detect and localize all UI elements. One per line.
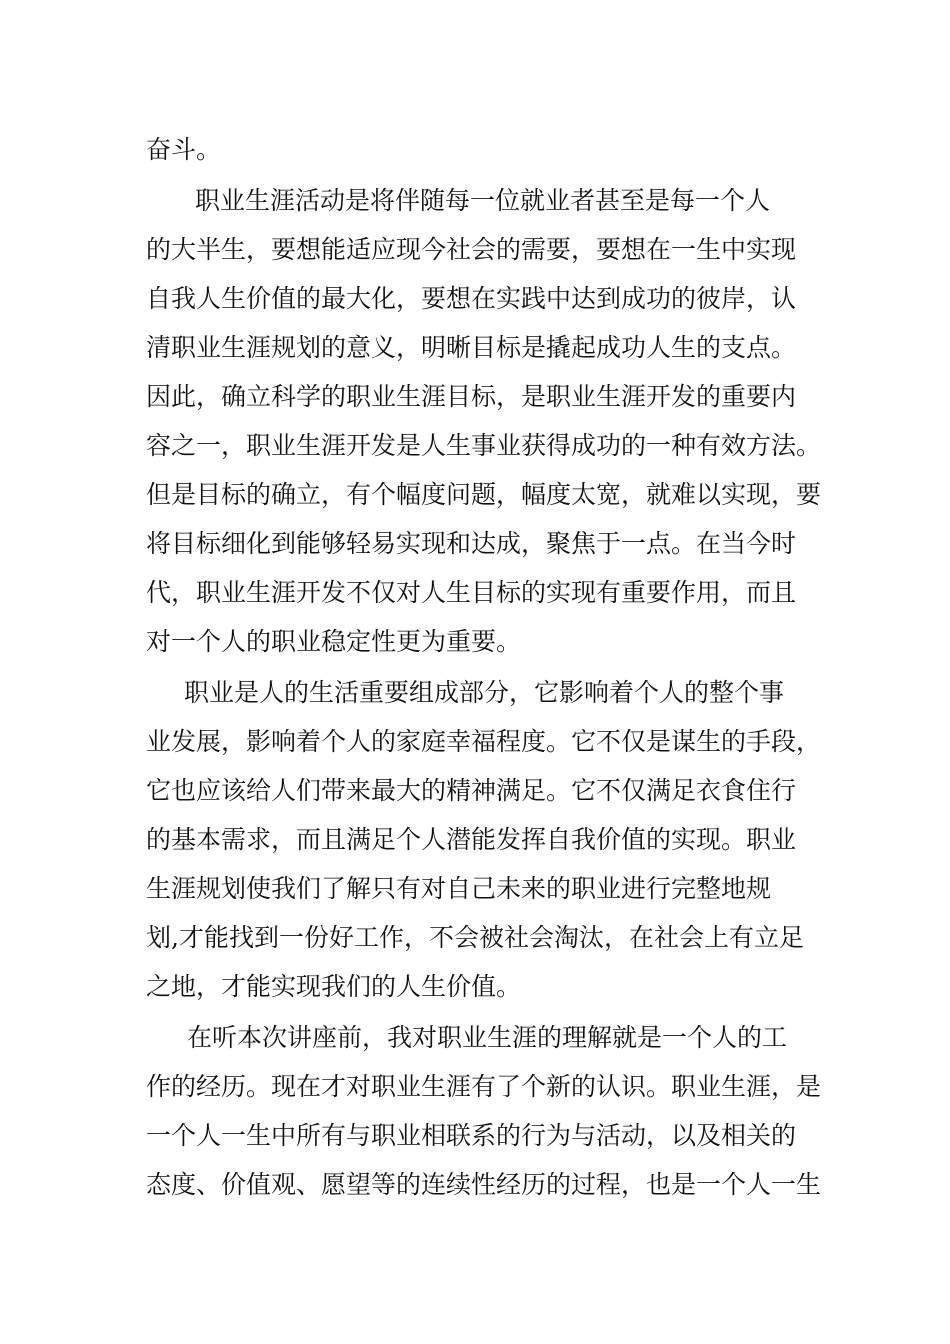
text-line: 职业是人的生活重要组成部分，它影响着个人的整个事	[184, 678, 785, 707]
text-line: 态度、价值观、愿望等的连续性经历的过程，也是一个人一生	[146, 1170, 822, 1199]
text-line: 代，职业生涯开发不仅对人生目标的实现有重要作用，而且	[146, 578, 797, 607]
text-line: 但是目标的确立，有个幅度问题，幅度太宽，就难以实现，要	[146, 480, 822, 509]
text-line: 职业生涯活动是将伴随每一位就业者甚至是每一个人	[170, 186, 771, 215]
text-line: 自我人生价值的最大化，要想在实践中达到成功的彼岸，认	[146, 284, 797, 313]
text-line: 作的经历。现在才对职业生涯有了个新的认识。职业生涯，是	[146, 1072, 822, 1101]
text-line: 之地，才能实现我们的人生价值。	[146, 972, 522, 1001]
text-line: 的大半生，要想能适应现今社会的需要，要想在一生中实现	[146, 235, 797, 264]
text-line: 生涯规划使我们了解只有对自己未来的职业进行完整地规	[146, 874, 772, 903]
text-line: 在听本次讲座前，我对职业生涯的理解就是一个人的工	[187, 1023, 788, 1052]
text-line: 奋斗。	[146, 135, 222, 164]
text-line: 业发展，影响着个人的家庭幸福程度。它不仅是谋生的手段，	[146, 727, 822, 756]
text-line: 容之一，职业生涯开发是人生事业获得成功的一种有效方法。	[146, 431, 822, 460]
text-line: 对一个人的职业稳定性更为重要。	[146, 627, 522, 656]
text-line: 清职业生涯规划的意义，明晰目标是撬起成功人生的支点。	[146, 333, 797, 362]
text-line: 划,才能找到一份好工作，不会被社会淘汰，在社会上有立足	[146, 923, 804, 952]
text-line: 的基本需求，而且满足个人潜能发挥自我价值的实现。职业	[146, 825, 797, 854]
text-line: 因此，确立科学的职业生涯目标，是职业生涯开发的重要内	[146, 382, 797, 411]
text-line: 将目标细化到能够轻易实现和达成，聚焦于一点。在当今时	[146, 529, 797, 558]
text-line: 一个人一生中所有与职业相联系的行为与活动，以及相关的	[146, 1121, 797, 1150]
text-line: 它也应该给人们带来最大的精神满足。它不仅满足衣食住行	[146, 776, 797, 805]
